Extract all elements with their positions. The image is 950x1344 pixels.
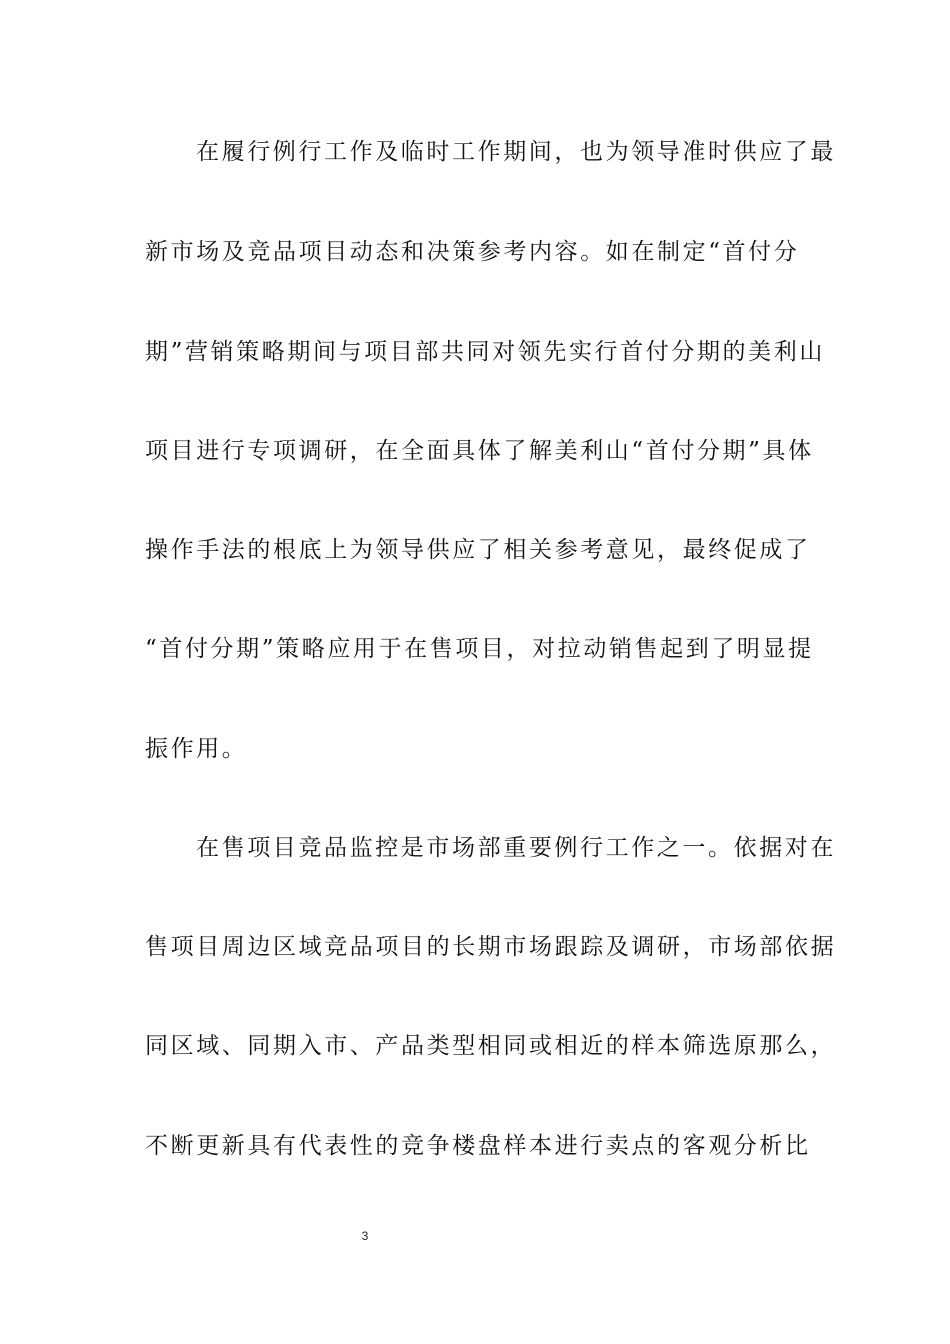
- paragraph-line: 新市场及竞品项目动态和决策参考内容。如在制定“首付分: [145, 239, 800, 265]
- page-number: 3: [361, 1229, 369, 1243]
- paragraph-line: “首付分期”策略应用于在售项目，对拉动销售起到了明显提: [145, 636, 814, 662]
- paragraph-line: 期”营销策略期间与项目部共同对领先实行首付分期的美利山: [145, 339, 825, 365]
- paragraph-line: 不断更新具有代表性的竞争楼盘样本进行卖点的客观分析比: [145, 1133, 811, 1159]
- paragraph-line: 振作用。: [145, 736, 248, 762]
- paragraph-line: 同区域、同期入市、产品类型相同或相近的样本筛选原那么，: [145, 1033, 837, 1059]
- paragraph-line: 项目进行专项调研，在全面具体了解美利山“首付分期”具体: [145, 438, 814, 464]
- paragraph-line: 在履行例行工作及临时工作期间，也为领导准时供应了最: [196, 139, 836, 165]
- paragraph-line: 在售项目竞品监控是市场部重要例行工作之一。依据对在: [196, 835, 836, 861]
- paragraph-line: 操作手法的根底上为领导供应了相关参考意见，最终促成了: [145, 537, 811, 563]
- paragraph-line: 售项目周边区域竞品项目的长期市场跟踪及调研，市场部依据: [145, 934, 837, 960]
